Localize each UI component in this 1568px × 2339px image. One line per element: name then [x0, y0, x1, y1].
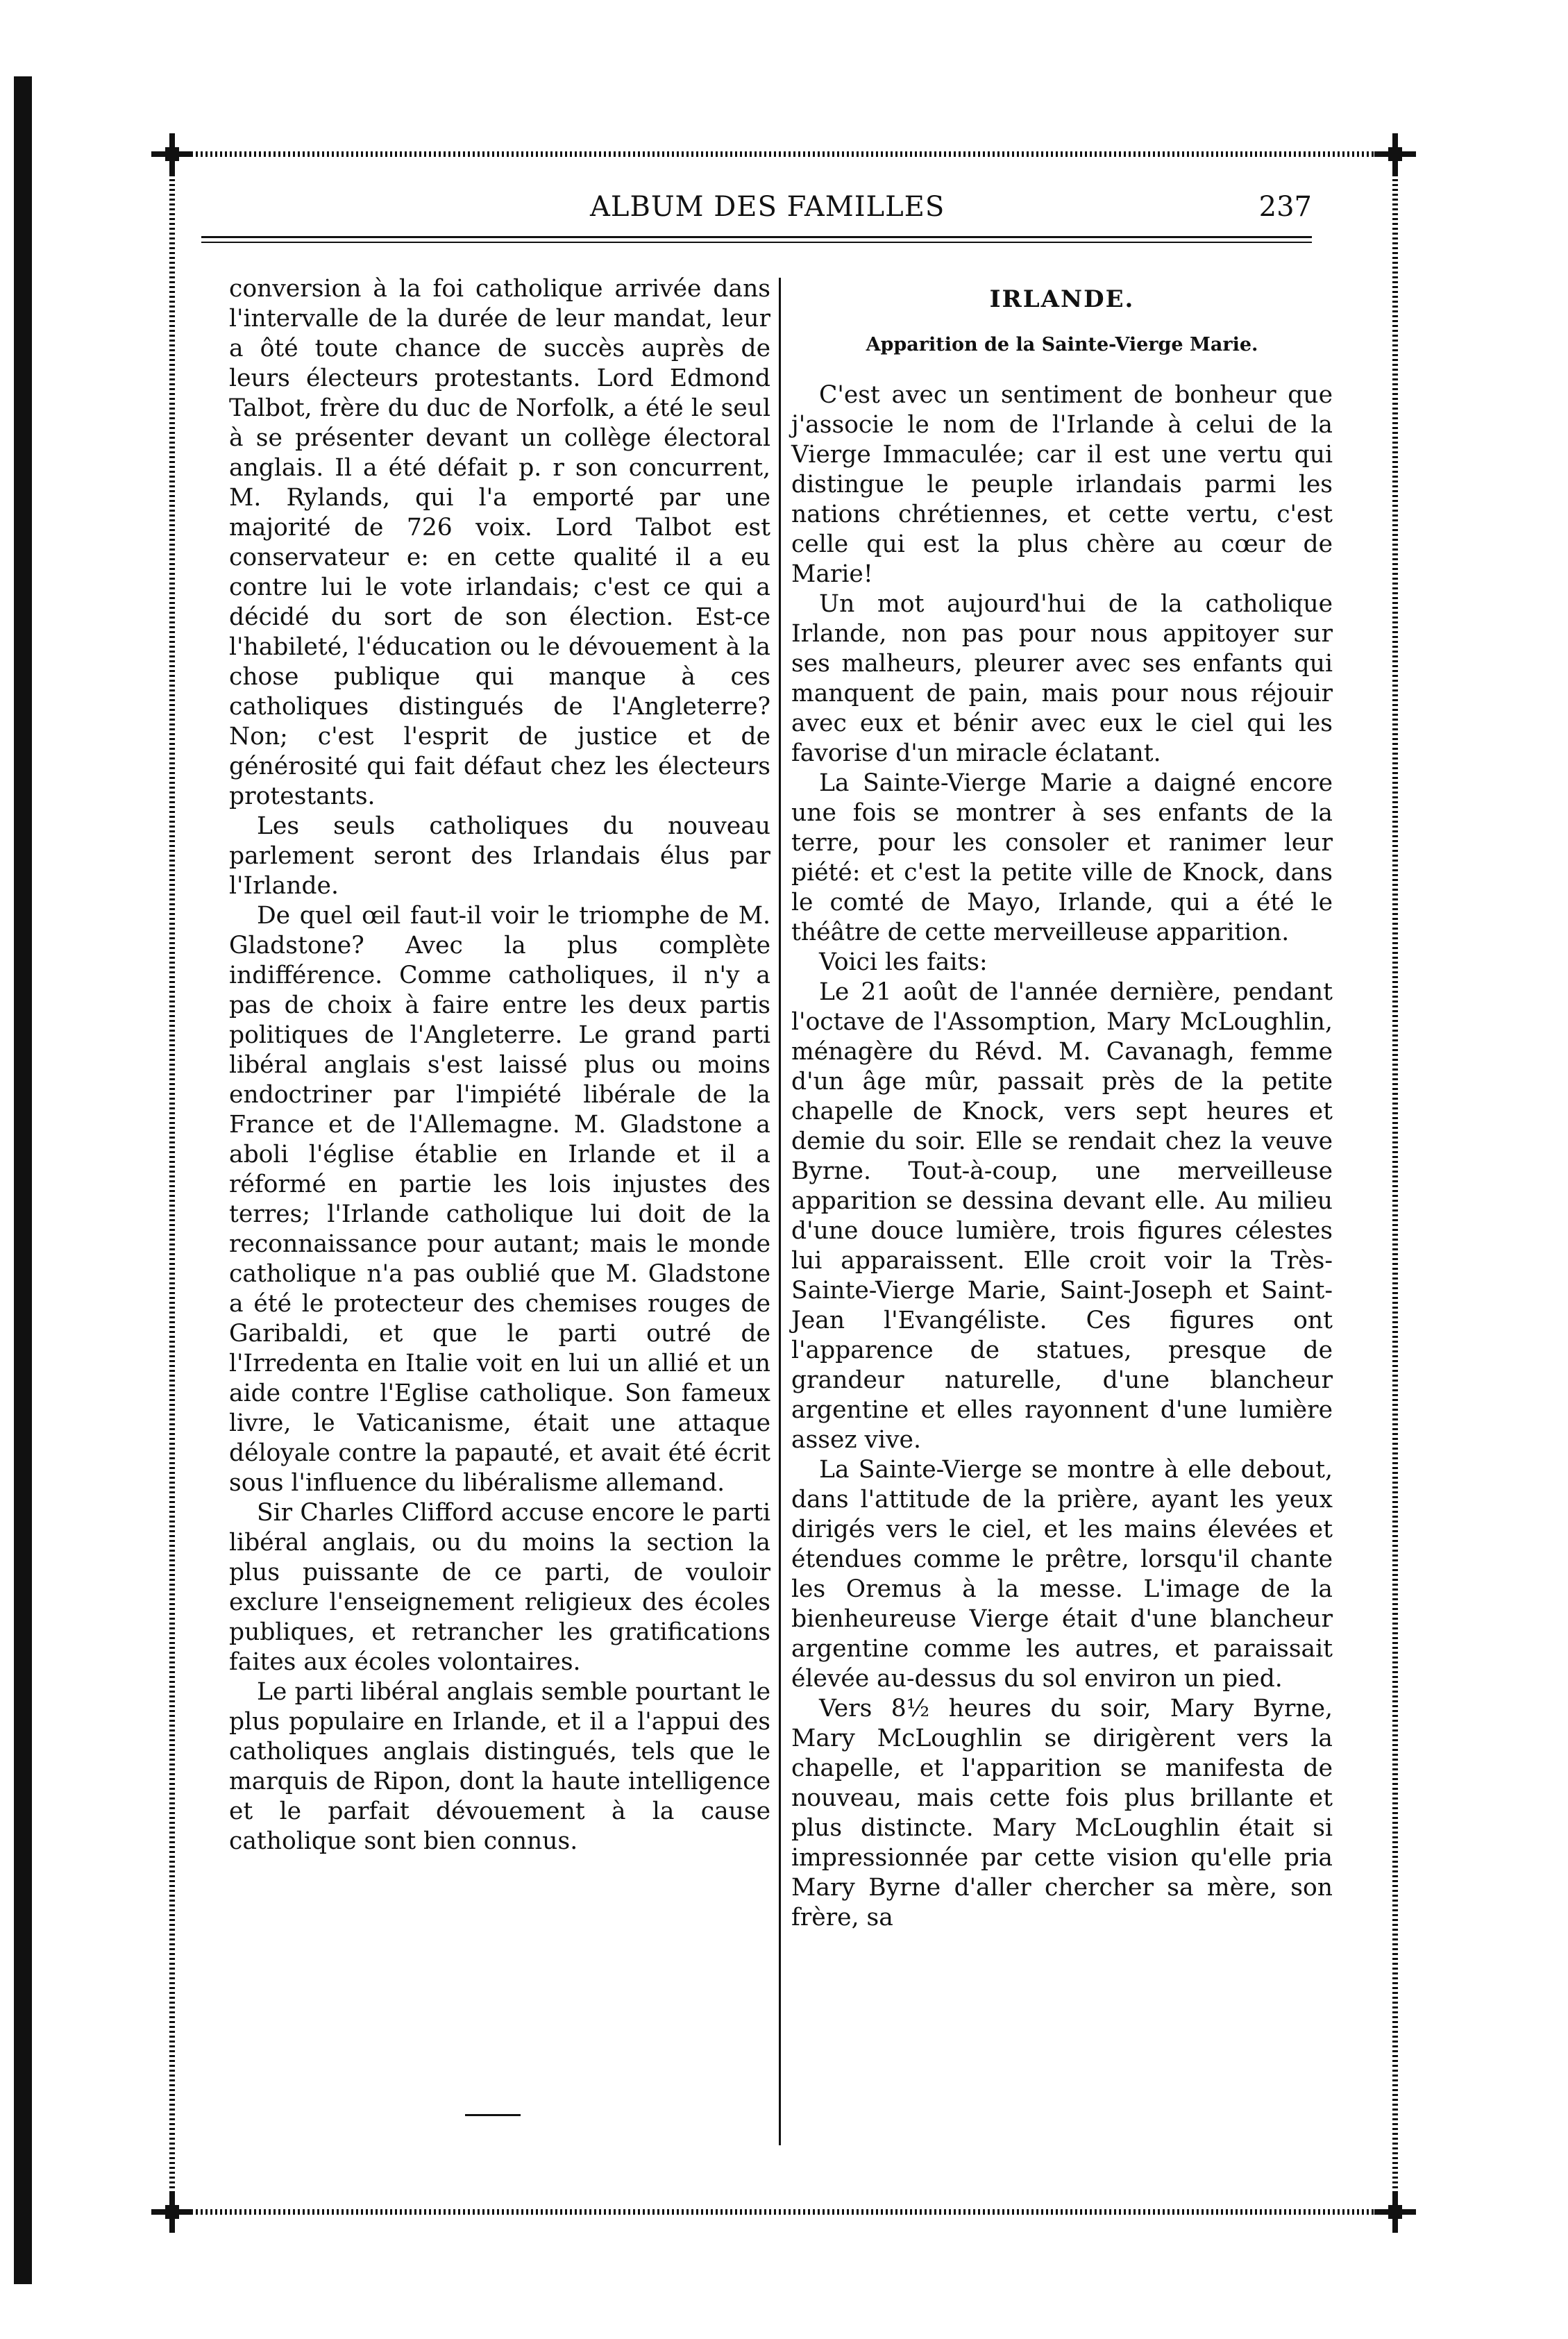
left-binding-bar — [14, 76, 32, 2284]
header-rule — [201, 236, 1312, 238]
paragraph: La Sainte-Vierge Marie a daigné encore une fois se montrer à ses enfants de la terre, pour les consoler et ranimer leur piété: et c'est la petite ville de Knock, dans le comté de Mayo, Irlande, qui a été le théâtre de cette merveilleuse apparition. — [791, 769, 1333, 946]
paragraph: Un mot aujourd'hui de la catholique Irlande, non pas pour nous appitoyer sur ses malheurs, pleurer avec ses enfants qui manquent de pain, mais pour nous réjouir avec eux et bénir avec eux le ciel qui les favorise d'un miracle éclatant. — [791, 590, 1333, 767]
frame-left-border — [169, 160, 175, 2204]
header-rule — [201, 242, 1312, 243]
corner-ornament-icon — [151, 2191, 193, 2233]
column-divider — [779, 278, 781, 2145]
right-column — [791, 274, 1333, 1933]
paragraph: conversion à la foi catholique arrivée dans l'intervalle de la durée de leur mandat, leur a ôté toute chance de succès auprès de leurs électeurs protestants. Lord Edmond Talbot, frère du duc de Norfolk, a été le seul à se présenter devant un collège électoral anglais. Il a été défait p. r son concurrent, M. Rylands, qui l'a emporté par une majorité de 726 voix. Lord Talbot est conservateur e: en cette qualité il a eu contre lui le vote irlandais; c'est ce qui a décidé du sort de son élection. Est-ce l'habileté, l'éducation ou le dévouement à la chose publique qui manque à ces catholiques distingués de l'Angleterre? Non; c'est l'esprit de justice et de générosité qui fait défaut chez les électeurs protestants. — [229, 275, 770, 810]
paragraph: Les seuls catholiques du nouveau parlement seront des Irlandais élus par l'Irlande. — [229, 812, 770, 900]
page-header — [201, 191, 1312, 233]
corner-ornament-icon — [151, 133, 193, 175]
section-subtitle: Apparition de la Sainte-Vierge Marie. — [866, 334, 1258, 355]
running-title: ALBUM DES FAMILLES — [590, 191, 945, 223]
frame-top-border — [167, 151, 1401, 157]
corner-ornament-icon — [1374, 2191, 1416, 2233]
left-column — [229, 274, 770, 1856]
section-title: IRLANDE. — [989, 285, 1135, 313]
paragraph: Vers 8½ heures du soir, Mary Byrne, Mary McLoughlin se dirigèrent vers la chapelle, et l'apparition se manifesta de nouveau, mais cette fois plus brillante et plus distincte. Mary McLoughlin était si impressionnée par cette vision qu'elle pria Mary Byrne d'aller chercher sa mère, son frère, sa — [791, 1695, 1333, 1931]
frame-right-border — [1392, 160, 1398, 2204]
paragraph: De quel œil faut-il voir le triomphe de M. Gladstone? Avec la plus complète indifférence. Comme catholiques, il n'y a pas de choix à faire entre les deux partis politiques de l'Angleterre. Le grand parti libéral anglais s'est laissé plus ou moins endoctriner par l'impiété libérale de la France et de l'Allemagne. M. Gladstone a aboli l'église établie en Irlande et il a réformé en partie les lois injustes des terres; l'Irlande catholique lui doit de la reconnaissance pour autant; mais le monde catholique n'a pas oublié que M. Gladstone a été le protecteur des chemises rouges de Garibaldi, et que le parti outré de l'Irredenta en Italie voit en lui un allié et un aide contre l'Eglise catholique. Son fameux livre, le Vaticanisme, était une attaque déloyale contre la papauté, et avait été écrit sous l'influence du libéralisme allemand. — [229, 902, 770, 1497]
paragraph: Sir Charles Clifford accuse encore le parti libéral anglais, ou du moins la section la plus puissante de ce parti, de vouloir exclure l'enseignement religieux des écoles publiques, et retrancher les gratifications faites aux écoles volontaires. — [229, 1499, 770, 1676]
corner-ornament-icon — [1374, 133, 1416, 175]
page-number: 237 — [1258, 191, 1312, 223]
paragraph: La Sainte-Vierge se montre à elle debout, dans l'attitude de la prière, ayant les yeux dirigés vers le ciel, et les mains élevées et étendues comme le prêtre, lorsqu'il chante les Oremus à la messe. L'image de la bienheureuse Vierge était d'une blancheur argentine comme les autres, et paraissait élevée au-dessus du sol environ un pied. — [791, 1456, 1333, 1693]
paragraph: Voici les faits: — [819, 948, 988, 976]
article-end-dash — [465, 2114, 521, 2116]
paragraph: Le parti libéral anglais semble pourtant le plus populaire en Irlande, et il a l'appui des catholiques anglais distingués, tels que le marquis de Ripon, dont la haute intelligence et le parfait dévouement à la cause catholique sont bien connus. — [229, 1678, 770, 1855]
frame-bottom-border — [167, 2209, 1401, 2215]
paragraph: C'est avec un sentiment de bonheur que j'associe le nom de l'Irlande à celui de la Vierge Immaculée; car il est une vertu qui distingue le peuple irlandais parmi les nations chrétiennes, et cette vertu, c'est celle qui est la plus chère au cœur de Marie! — [791, 381, 1333, 588]
paragraph: Le 21 août de l'année dernière, pendant l'octave de l'Assomption, Mary McLoughlin, ménagère du Révd. M. Cavanagh, femme d'un âge mûr, passait près de la petite chapelle de Knock, vers sept heures et demie du soir. Elle se rendait chez la veuve Byrne. Tout-à-coup, une merveilleuse apparition se dessina devant elle. Au milieu d'une douce lumière, trois figures célestes lui apparaissent. Elle croit voir la Très-Sainte-Vierge Marie, Saint-Joseph et Saint-Jean l'Evangéliste. Ces figures ont l'apparence de statues, presque de grandeur naturelle, d'une blancheur argentine et elles rayonnent d'une lumière assez vive. — [791, 978, 1333, 1454]
